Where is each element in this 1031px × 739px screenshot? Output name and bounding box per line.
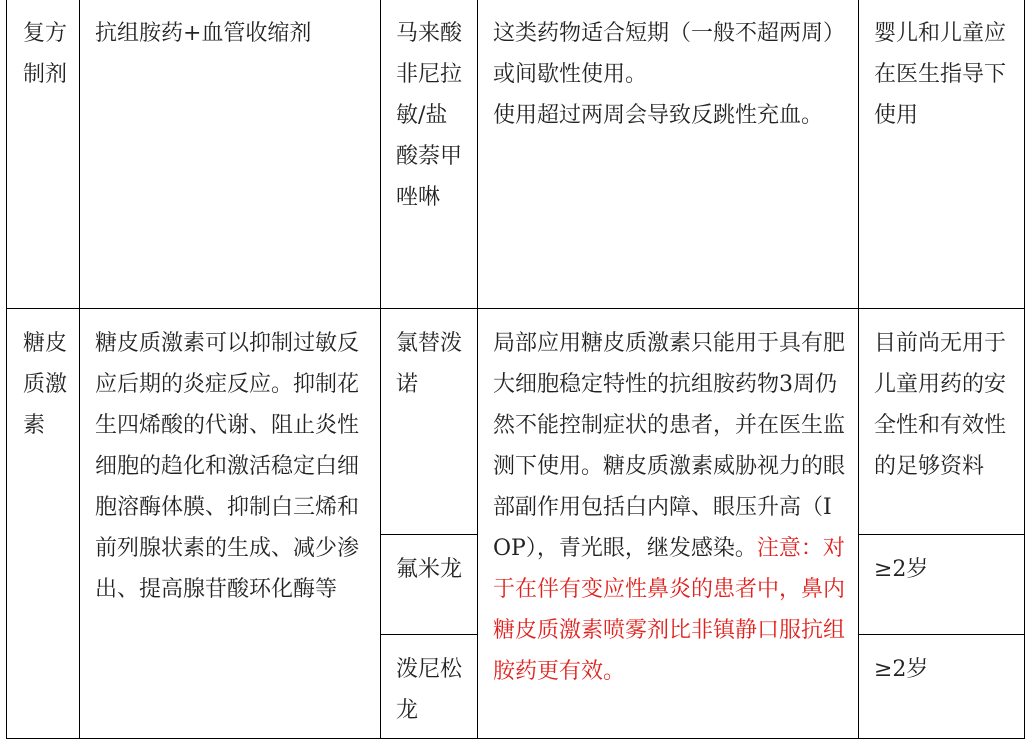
notes-cell (478, 309, 859, 739)
drug-name-cell: 氟米龙 (381, 535, 478, 635)
mechanism-cell: 抗组胺药+血管收缩剂 (80, 0, 381, 309)
pediatric-cell: 目前尚无用于儿童用药的安全性和有效性的足够资料 (859, 309, 1025, 535)
warning-note: 注意：对于在伴有变应性鼻炎的患者中，鼻内糖皮质激素喷雾剂比非镇静口服抗组胺药更有效。 (493, 536, 846, 684)
table-row (7, 0, 1025, 309)
note-line: 这类药物适合短期（一般不超两周）或间歇性使用。 (493, 21, 846, 87)
pediatric-cell: ≥2岁 (859, 535, 1025, 635)
mechanism-cell: 糖皮质激素可以抑制过敏反应后期的炎症反应。抑制花生四烯酸的代谢、阻止炎性细胞的趋化和激活稳定白细胞溶酶体膜、抑制白三烯和前列腺状素的生成、减少渗出、提高腺苷酸环化酶等 (80, 309, 381, 739)
drug-info-table (6, 0, 1025, 739)
pediatric-cell: 婴儿和儿童应在医生指导下使用 (859, 0, 1025, 309)
notes-cell (478, 0, 859, 309)
table-row (7, 309, 1025, 535)
drug-name-cell: 泼尼松龙 (381, 635, 478, 739)
note-line: 使用超过两周会导致反跳性充血。 (493, 103, 824, 128)
drug-name-cell: 马来酸非尼拉敏/盐酸萘甲唑啉 (381, 0, 478, 309)
drug-name-cell: 氯替泼诺 (381, 309, 478, 535)
pediatric-cell: ≥2岁 (859, 635, 1025, 739)
note-text: 局部应用糖皮质激素只能用于具有肥大细胞稳定特性的抗组胺药物3周仍然不能控制症状的患者，并在医生监测下使用。糖皮质激素威胁视力的眼部副作用包括白内障、眼压升高（IOP），青光眼，继发感染。 (493, 331, 846, 561)
category-cell: 复方制剂 (7, 0, 80, 309)
category-cell: 糖皮质激素 (7, 309, 80, 739)
